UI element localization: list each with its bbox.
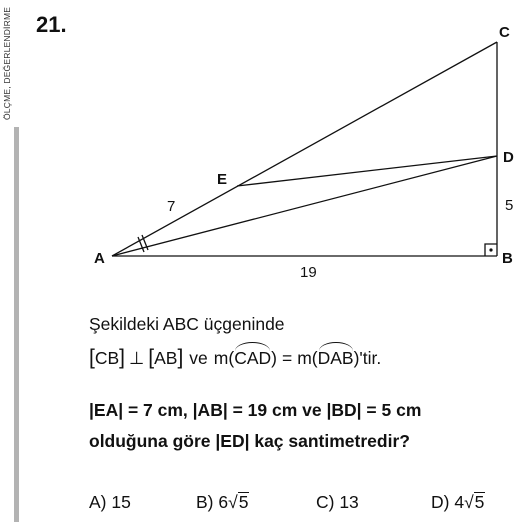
m2-text: m [297,348,312,368]
length-bd: 5 [505,197,514,214]
segment-ac [112,42,497,256]
option-a[interactable]: A) 15 [89,492,131,512]
tir-text: 'tir. [359,348,382,368]
bracket-open: [ [148,346,155,369]
option-c[interactable]: C) 13 [316,492,359,512]
equals-text: = [281,348,293,368]
angle-dab: DAB [318,342,354,369]
question-number: 21. [36,12,67,37]
statement-line-2: [ CB ] ⊥ [ AB ] ve m ( CAD ) = m ( DAB ) 'tir. [89,342,381,370]
label-b: B [502,250,513,267]
option-d[interactable] [431,492,485,513]
label-a: A [94,250,105,267]
option-d-radicand: 5 [474,492,485,512]
segment-cb-text: CB [94,348,120,368]
length-ab: 19 [300,264,317,281]
statement-line-1: Şekildeki ABC üçgeninde [89,314,285,334]
right-angle-dot [489,248,492,251]
ve-text: ve [189,348,208,368]
option-b[interactable] [196,492,249,513]
sqrt-symbol: √ [464,492,474,512]
segment-ab-text: AB [154,348,178,368]
option-b-radicand: 5 [238,492,249,512]
question-line-2: olduğuna göre |ED| kaç santimetredir? [89,431,410,451]
side-label: ÖLÇME, DEĞERLENDİRME [2,6,12,120]
label-c: C [499,24,510,41]
length-ae: 7 [167,198,176,215]
option-b-prefix: B) 6 [196,492,229,512]
sqrt-symbol: √ [228,492,238,512]
question-line-1: |EA| = 7 cm, |AB| = 19 cm ve |BD| = 5 cm [89,400,422,420]
label-d: D [503,149,514,166]
m1-text: m [213,348,229,368]
option-d-prefix: D) 4 [431,492,465,512]
bracket-close: ] [177,346,184,369]
bracket-open: [ [89,346,95,369]
segment-ed [237,156,497,186]
perp-symbol: ⊥ [129,348,145,368]
angle-cad: CAD [234,342,271,369]
label-e: E [217,171,228,188]
bracket-close: ] [119,346,125,369]
